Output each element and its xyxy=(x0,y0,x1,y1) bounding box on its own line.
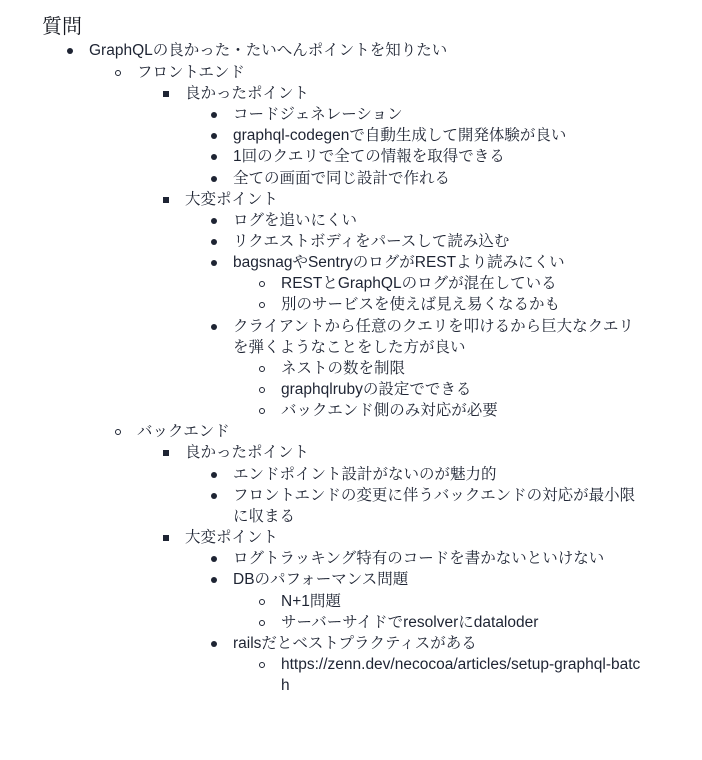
list-item: サーバーサイドでresolverにdataloder xyxy=(281,614,539,631)
list-item: クライアントから任意のクエリを叩けるから巨大なクエリを弾くようなことをした方が良い xyxy=(233,318,634,356)
circle-bullet-icon xyxy=(256,294,268,315)
disc-bullet-icon xyxy=(208,146,220,167)
list-item: graphqlrubyの設定でできる xyxy=(281,381,472,398)
square-bullet-icon xyxy=(160,189,172,210)
list-item: 1回のクエリで全ての情報を取得できる xyxy=(233,148,505,165)
circle-bullet-icon xyxy=(256,273,268,294)
list-item: 良かったポイント xyxy=(185,444,310,461)
disc-bullet-icon xyxy=(208,125,220,146)
circle-bullet-icon xyxy=(256,358,268,379)
disc-bullet-icon xyxy=(208,210,220,231)
url-link[interactable]: https://zenn.dev/necocoa/articles/setup-graphql-batch xyxy=(281,656,641,694)
list-item: フロントエンド xyxy=(137,64,245,81)
circle-bullet-icon xyxy=(256,654,268,675)
list-item: DBのパフォーマンス問題 xyxy=(233,571,409,588)
disc-bullet-icon xyxy=(64,40,76,61)
disc-bullet-icon xyxy=(208,633,220,654)
square-bullet-icon xyxy=(160,442,172,463)
disc-bullet-icon xyxy=(208,252,220,273)
list-item: コードジェネレーション xyxy=(233,106,403,123)
list-item: 大変ポイント xyxy=(185,529,279,546)
list-item: 別のサービスを使えば見え易くなるかも xyxy=(281,296,561,313)
circle-bullet-icon xyxy=(256,591,268,612)
disc-bullet-icon xyxy=(208,104,220,125)
circle-bullet-icon xyxy=(256,400,268,421)
list-item: ネストの数を制限 xyxy=(281,360,406,377)
disc-bullet-icon xyxy=(208,464,220,485)
disc-bullet-icon xyxy=(208,168,220,189)
list-item: ログを追いにくい xyxy=(233,212,358,229)
list-item: エンドポイント設計がないのが魅力的 xyxy=(233,466,497,483)
list-item: N+1問題 xyxy=(281,593,341,610)
list-item: リクエストボディをパースして読み込む xyxy=(233,233,510,250)
list-item: 良かったポイント xyxy=(185,85,310,102)
disc-bullet-icon xyxy=(208,231,220,252)
disc-bullet-icon xyxy=(208,485,220,506)
disc-bullet-icon xyxy=(208,569,220,590)
list-item: 大変ポイント xyxy=(185,191,279,208)
list-item: フロントエンドの変更に伴うバックエンドの対応が最小限に収まる xyxy=(233,487,636,525)
disc-bullet-icon xyxy=(208,548,220,569)
list-item: バックエンド側のみ対応が必要 xyxy=(281,402,498,419)
list-item: bagsnagやSentryのログがRESTより読みにくい xyxy=(233,254,565,271)
list-item: GraphQLの良かった・たいへんポイントを知りたい xyxy=(89,42,448,59)
list-item: バックエンド xyxy=(137,423,230,440)
list-item: RESTとGraphQLのログが混在している xyxy=(281,275,557,292)
list-item: graphql-codegenで自動生成して開発体験が良い xyxy=(233,127,567,144)
disc-bullet-icon xyxy=(208,316,220,337)
circle-bullet-icon xyxy=(256,612,268,633)
circle-bullet-icon xyxy=(112,62,124,83)
circle-bullet-icon xyxy=(256,379,268,400)
list-item: ログトラッキング特有のコードを書かないといけない xyxy=(233,550,605,567)
square-bullet-icon xyxy=(160,83,172,104)
square-bullet-icon xyxy=(160,527,172,548)
circle-bullet-icon xyxy=(112,421,124,442)
page-heading: 質問 xyxy=(42,16,82,38)
list-item: railsだとベストプラクティスがある xyxy=(233,635,477,652)
list-item: 全ての画面で同じ設計で作れる xyxy=(233,170,451,187)
